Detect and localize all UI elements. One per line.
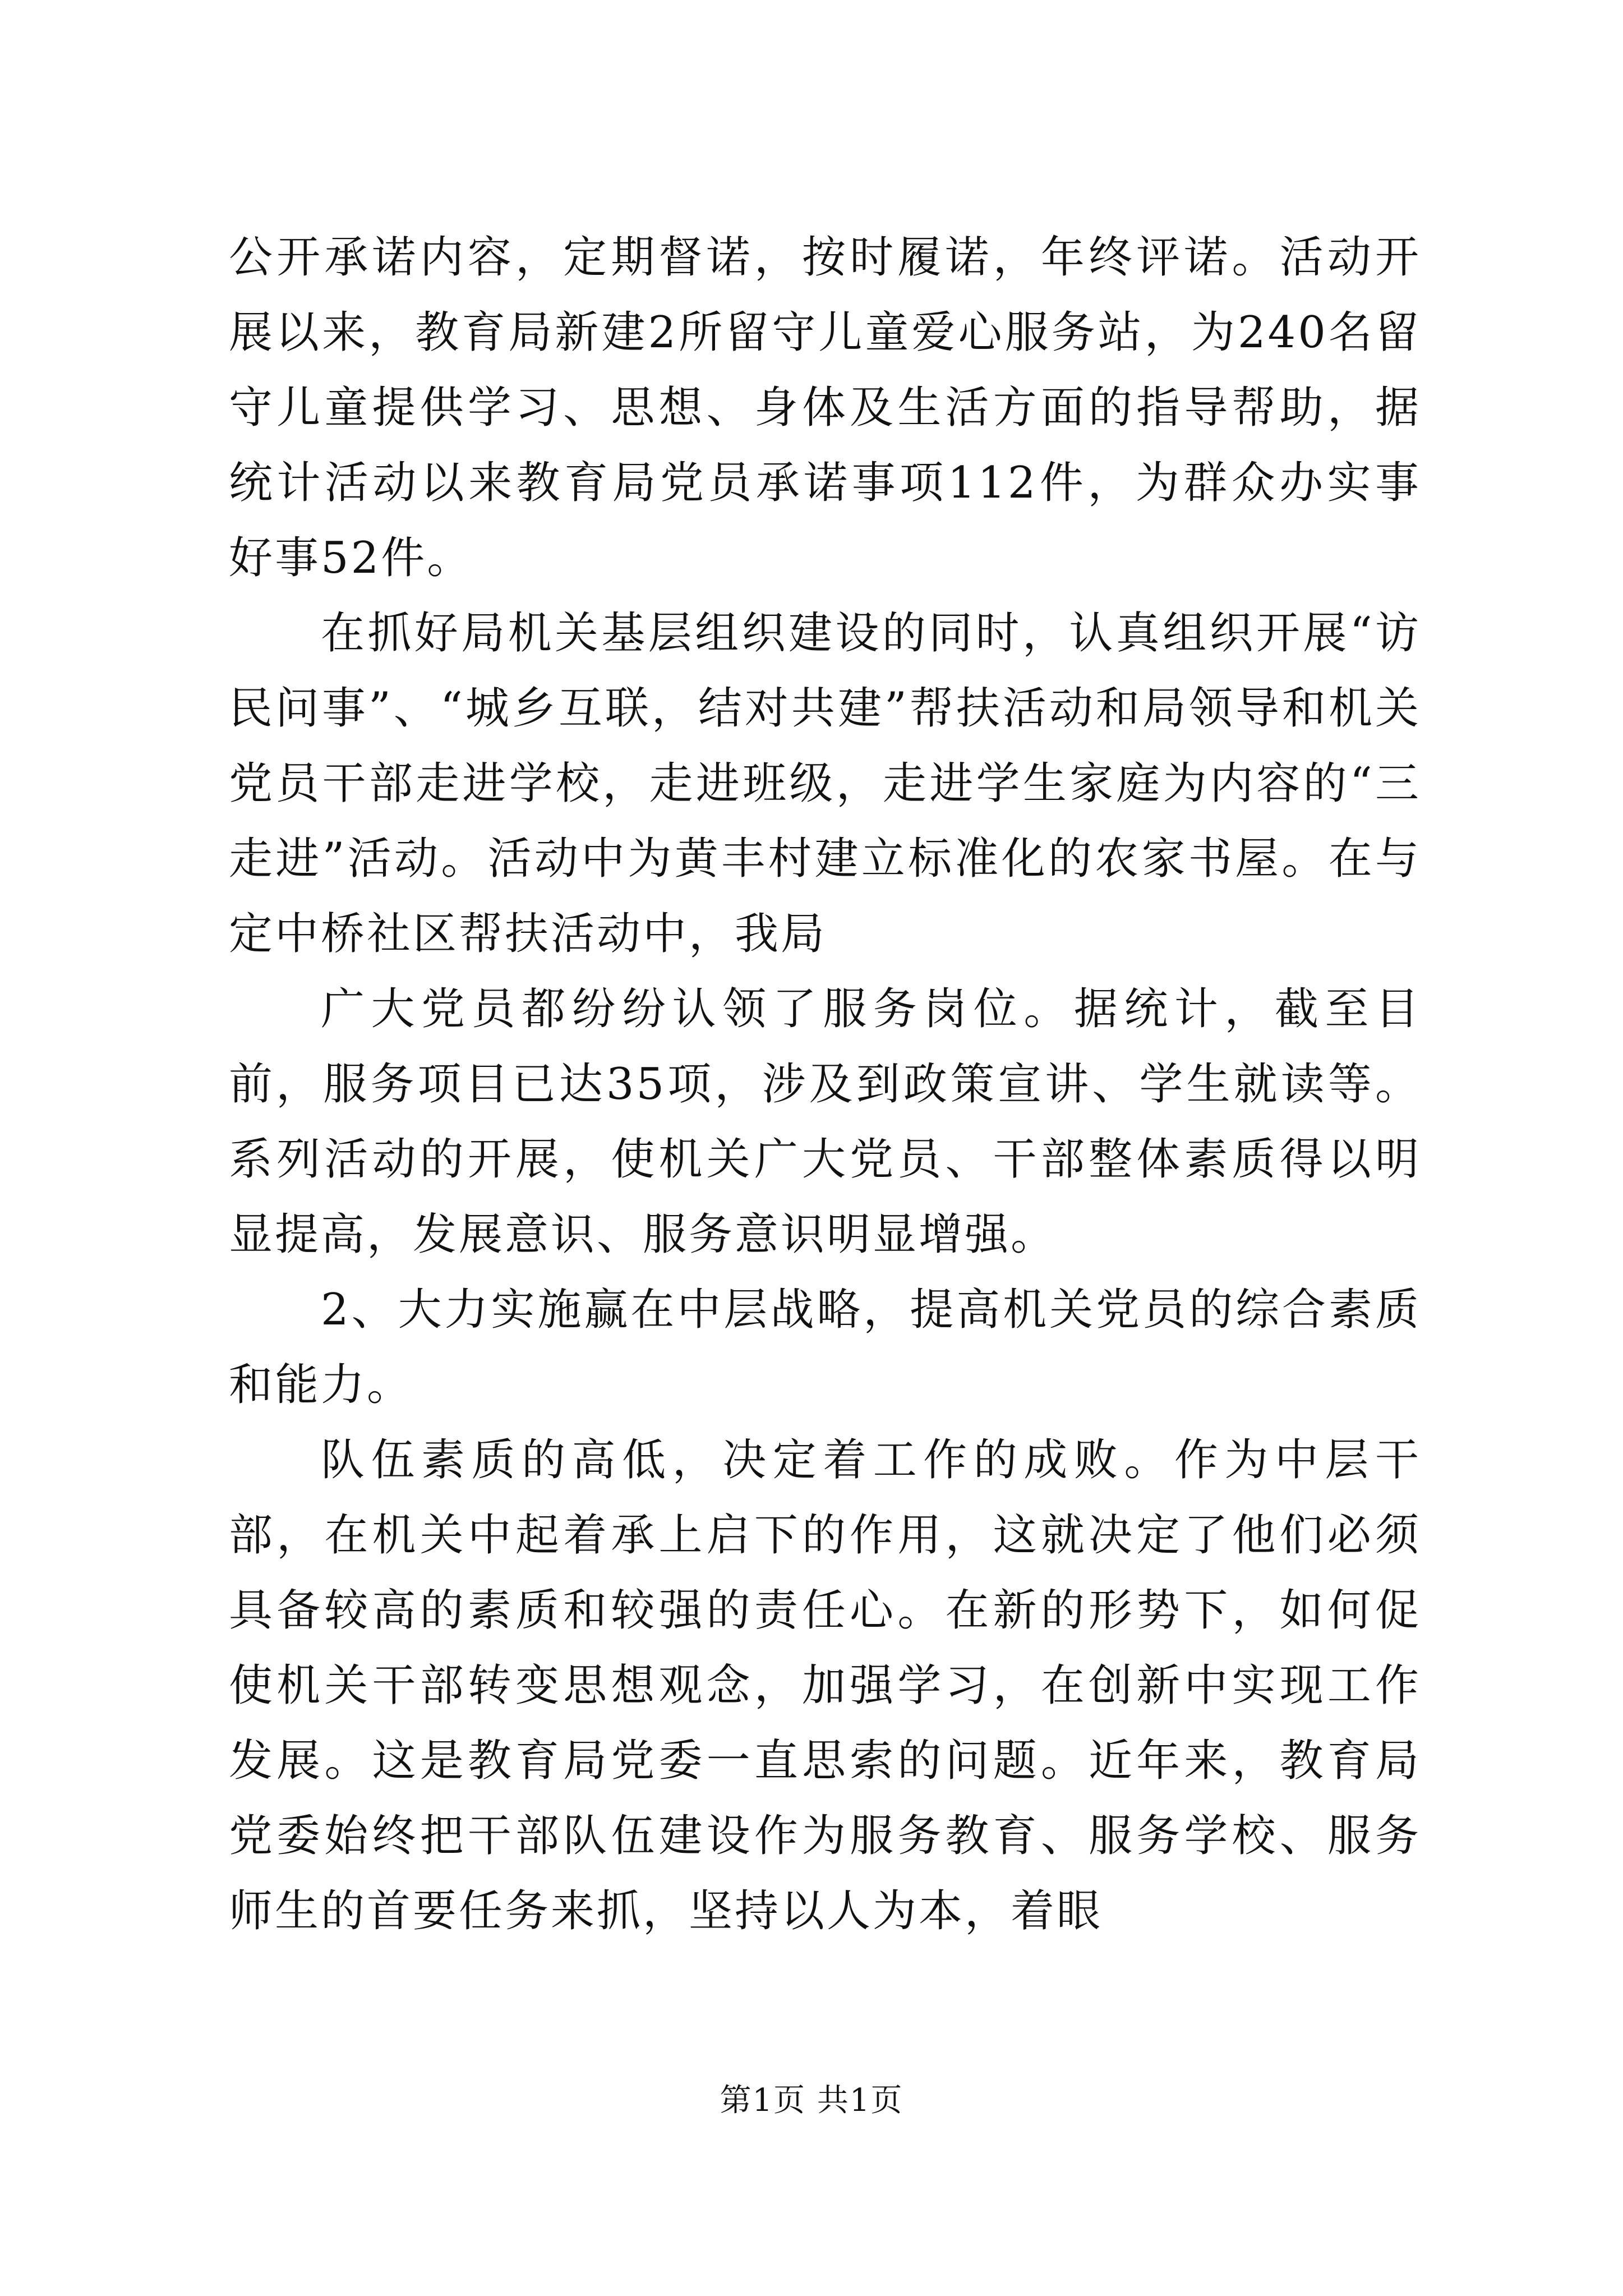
paragraph-service-posts: 广大党员都纷纷认领了服务岗位。据统计，截至目前，服务项目已达35项，涉及到政策宣讲、学生就读等。系列活动的开展，使机关广大党员、干部整体素质得以明显提高，发展意识、服务意识明显增强。 [229,984,1421,1260]
document-body [229,220,1421,1949]
paragraph-team-quality: 队伍素质的高低，决定着工作的成败。作为中层干部，在机关中起着承上启下的作用，这就决定了他们必须具备较高的素质和较强的责任心。在新的形势下，如何促使机关干部转变思想观念，加强学习，在创新中实现工作发展。这是教育局党委一直思索的问题。近年来，教育局党委始终把干部队伍建设作为服务教育、服务学校、服务师生的首要任务来抓，坚持以人为本，着眼 [229,1435,1421,1936]
page-number-footer: 第1页 共1页 [720,2082,903,2119]
paragraph-continued: 公开承诺内容，定期督诺，按时履诺，年终评诺。活动开展以来，教育局新建2所留守儿童爱心服务站，为240名留守儿童提供学习、思想、身体及生活方面的指导帮助，据统计活动以来教育局党员承诺事项112件，为群众办实事好事52件。 [229,232,1421,583]
section-heading-2: 2、大力实施赢在中层战略，提高机关党员的综合素质和能力。 [229,1285,1421,1410]
paragraph-outreach-activities: 在抓好局机关基层组织建设的同时，认真组织开展“访民问事”、“城乡互联，结对共建”帮扶活动和局领导和机关党员干部走进学校，走进班级，走进学生家庭为内容的“三走进”活动。活动中为黄丰村建立标准化的农家书屋。在与定中桥社区帮扶活动中，我局 [229,608,1421,959]
